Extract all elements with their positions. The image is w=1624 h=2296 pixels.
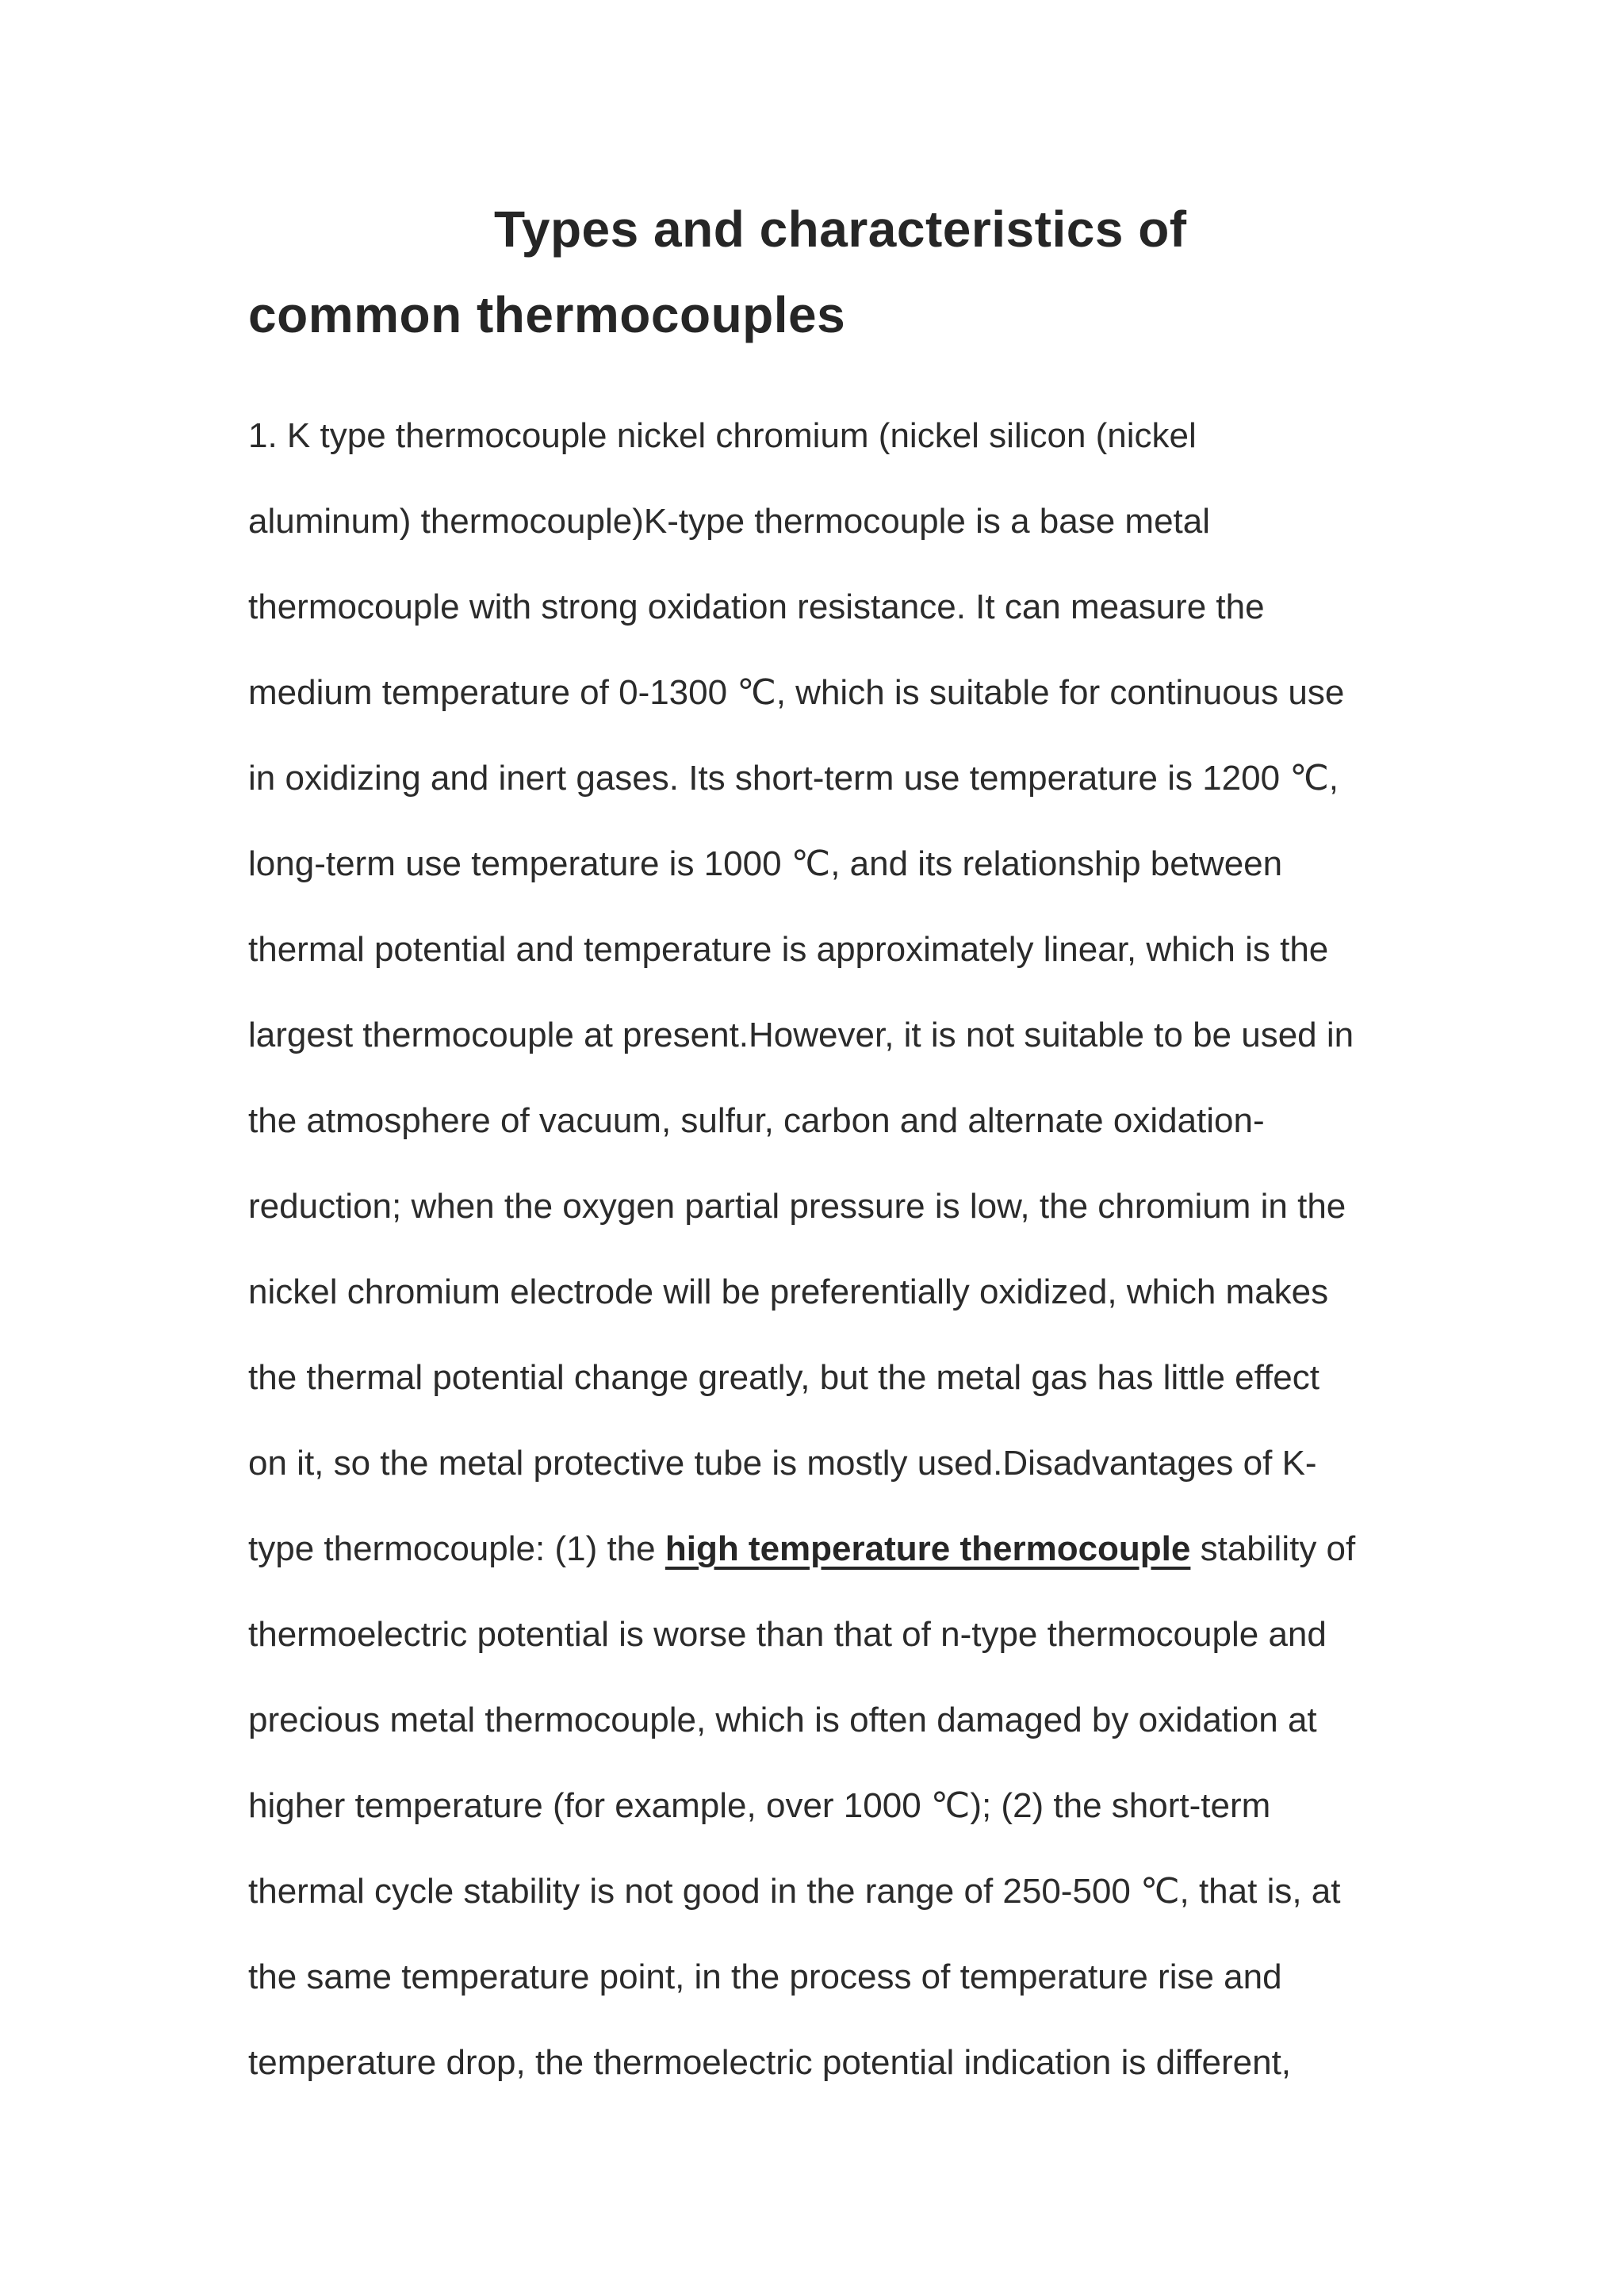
title-line-2: common thermocouples bbox=[248, 286, 846, 343]
body-line-15: thermoelectric potential is worse than that of n-type thermocouple and bbox=[248, 1615, 1327, 1654]
body-line-8: largest thermocouple at present.However, it is not suitable to be used in bbox=[248, 1016, 1354, 1054]
body-line-13: on it, so the metal protective tube is mostly used.Disadvantages of K- bbox=[248, 1444, 1317, 1483]
body-line-4: medium temperature of 0-1300 ℃, which is suitable for continuous use bbox=[248, 673, 1345, 712]
body-line-6: long-term use temperature is 1000 ℃, and its relationship between bbox=[248, 844, 1283, 883]
high-temperature-thermocouple-link[interactable]: high temperature thermocouple bbox=[665, 1529, 1191, 1568]
body-line-16: precious metal thermocouple, which is often damaged by oxidation at bbox=[248, 1701, 1317, 1739]
body-line-5: in oxidizing and inert gases. Its short-term use temperature is 1200 ℃, bbox=[248, 759, 1339, 798]
body-line-11: nickel chromium electrode will be preferentially oxidized, which makes bbox=[248, 1272, 1329, 1311]
body-line-9: the atmosphere of vacuum, sulfur, carbon and alternate oxidation- bbox=[248, 1101, 1265, 1140]
body-line-14-prefix: type thermocouple: (1) the bbox=[248, 1529, 665, 1568]
body-line-14-suffix: stability of bbox=[1190, 1529, 1356, 1568]
body-line-18: thermal cycle stability is not good in the range of 250-500 ℃, that is, at bbox=[248, 1872, 1341, 1911]
body-line-19: the same temperature point, in the process of temperature rise and bbox=[248, 1957, 1282, 1996]
body-line-14 bbox=[248, 1525, 1355, 1573]
body-line-12: the thermal potential change greatly, but the metal gas has little effect bbox=[248, 1358, 1320, 1397]
body-line-17: higher temperature (for example, over 1000 ℃); (2) the short-term bbox=[248, 1786, 1271, 1825]
body-line-2: aluminum) thermocouple)K-type thermocouple is a base metal bbox=[248, 502, 1211, 541]
body-line-20: temperature drop, the thermoelectric potential indication is different, bbox=[248, 2043, 1292, 2082]
body-line-3: thermocouple with strong oxidation resistance. It can measure the bbox=[248, 587, 1265, 626]
body-line-1: 1. K type thermocouple nickel chromium (nickel silicon (nickel bbox=[248, 416, 1197, 455]
body-line-7: thermal potential and temperature is approximately linear, which is the bbox=[248, 930, 1329, 969]
body-line-10: reduction; when the oxygen partial pressure is low, the chromium in the bbox=[248, 1187, 1346, 1226]
title-line-1: Types and characteristics of bbox=[494, 201, 1187, 258]
